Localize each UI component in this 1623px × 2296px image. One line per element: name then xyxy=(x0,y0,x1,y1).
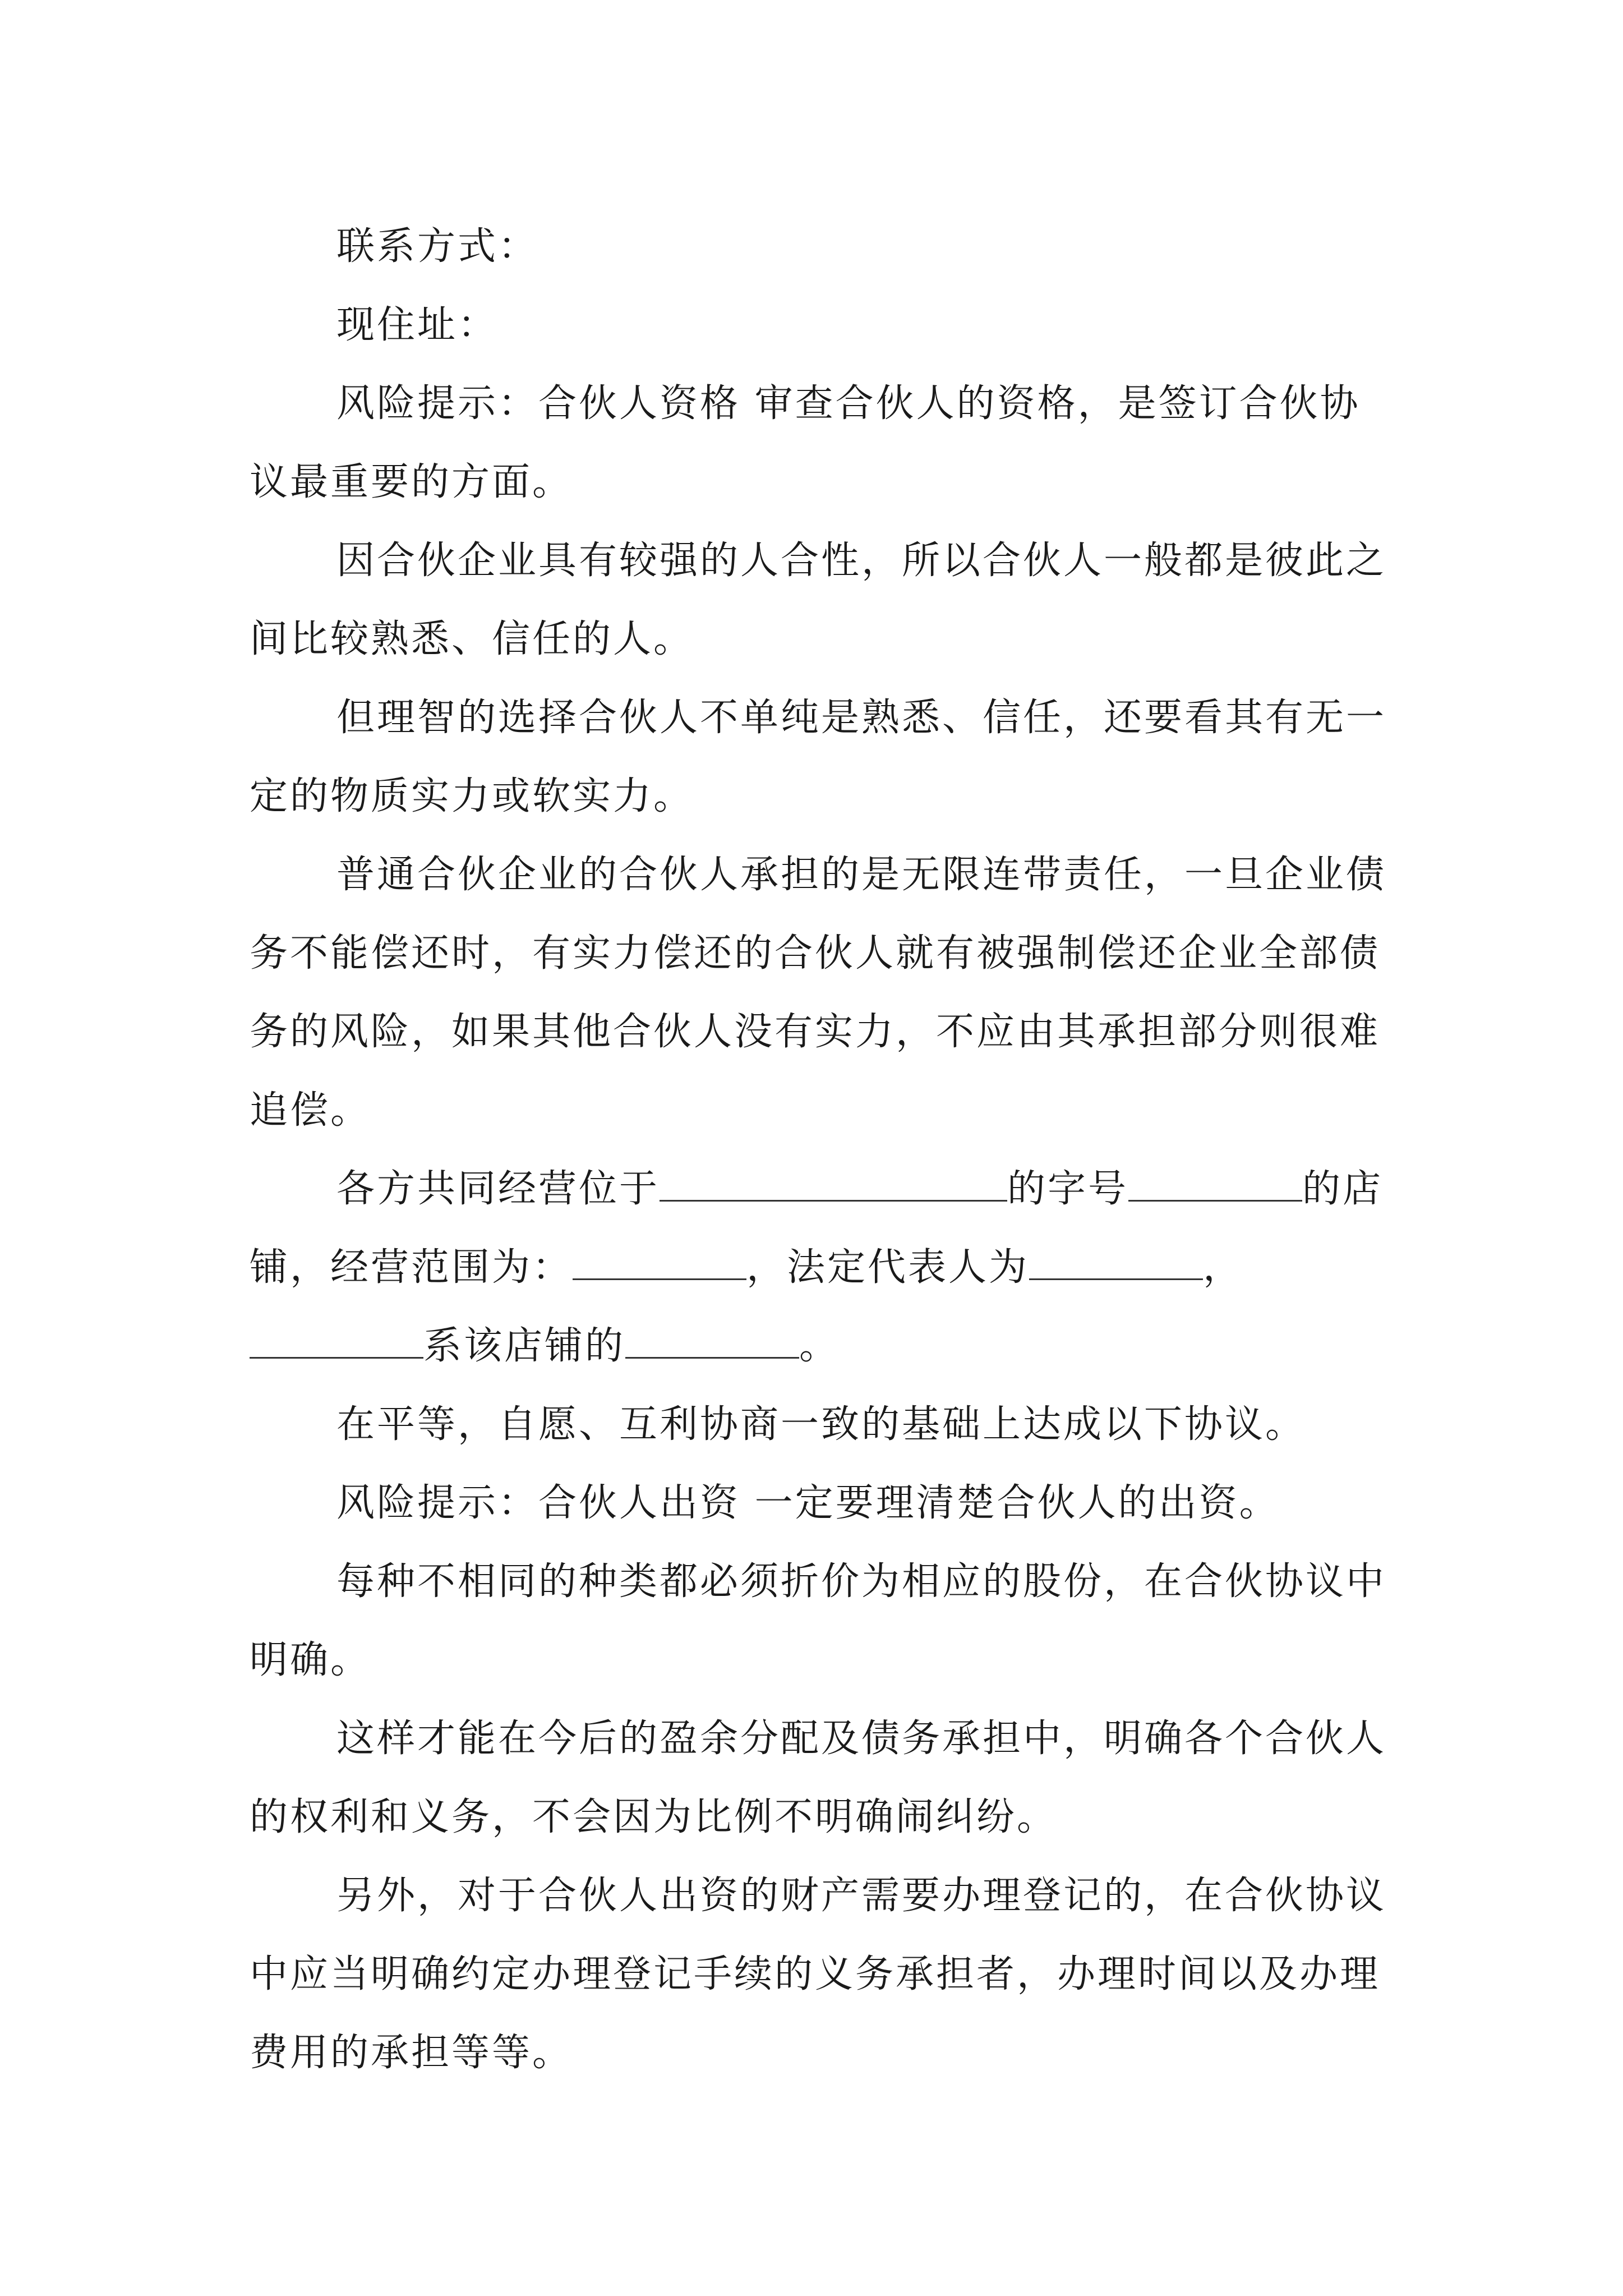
blank-person xyxy=(250,1328,423,1359)
blank-shop-name xyxy=(1128,1171,1302,1202)
paragraph-personal-nature: 因合伙企业具有较强的人合性，所以合伙人一般都是彼此之间比较熟悉、信任的人。 xyxy=(250,539,1387,661)
paragraph-registration: 另外，对于合伙人出资的财产需要办理登记的，在合伙协议中应当明确约定办理登记手续的义务承担者，办理时间以及办理费用的承担等等。 xyxy=(250,1874,1387,2075)
paragraph-choose-partner: 但理智的选择合伙人不单纯是熟悉、信任，还要看其有无一定的物质实力或软实力。 xyxy=(250,696,1387,818)
fill-text-f: 系该店铺的 xyxy=(423,1324,626,1368)
paragraph-store-fill-in xyxy=(250,1150,1394,1386)
document-body xyxy=(250,208,1394,2092)
fill-text-a: 各方共同经营位于 xyxy=(336,1167,660,1211)
address-line: 现住址： xyxy=(336,303,499,347)
paragraph-agreement-basis: 在平等，自愿、互利协商一致的基础上达成以下协议。 xyxy=(336,1402,1306,1447)
blank-role xyxy=(625,1328,799,1359)
fill-text-e: ， xyxy=(1203,1245,1244,1290)
fill-text-c: 的店铺，经营范围为： xyxy=(250,1167,1384,1290)
paragraph-unlimited-liability: 普通合伙企业的合伙人承担的是无限连带责任，一旦企业债务不能偿还时，有实力偿还的合伙人就有被强制偿还企业全部债务的风险，如果其他合伙人没有实力，不应由其承担部分则很难追偿。 xyxy=(250,853,1387,1133)
risk-note-qualification: 风险提示：合伙人资格 审查合伙人的资格，是签订合伙协议最重要的方面。 xyxy=(250,381,1361,504)
fill-text-g: 。 xyxy=(799,1324,840,1368)
blank-location xyxy=(660,1171,1007,1202)
blank-legal-rep xyxy=(1029,1249,1203,1280)
blank-business-scope xyxy=(573,1249,746,1280)
fill-text-b: 的字号 xyxy=(1007,1167,1129,1211)
paragraph-rights-obligations: 这样才能在今后的盈余分配及债务承担中，明确各个合伙人的权利和义务，不会因为比例不明确闹纠纷。 xyxy=(250,1717,1387,1839)
paragraph-share-valuation: 每种不相同的种类都必须折价为相应的股份，在合伙协议中明确。 xyxy=(250,1559,1387,1682)
fill-text-d: ，法定代表人为 xyxy=(746,1245,1030,1290)
contact-line: 联系方式： xyxy=(336,224,539,269)
risk-note-contribution: 风险提示：合伙人出资 一定要理清楚合伙人的出资。 xyxy=(336,1481,1280,1525)
